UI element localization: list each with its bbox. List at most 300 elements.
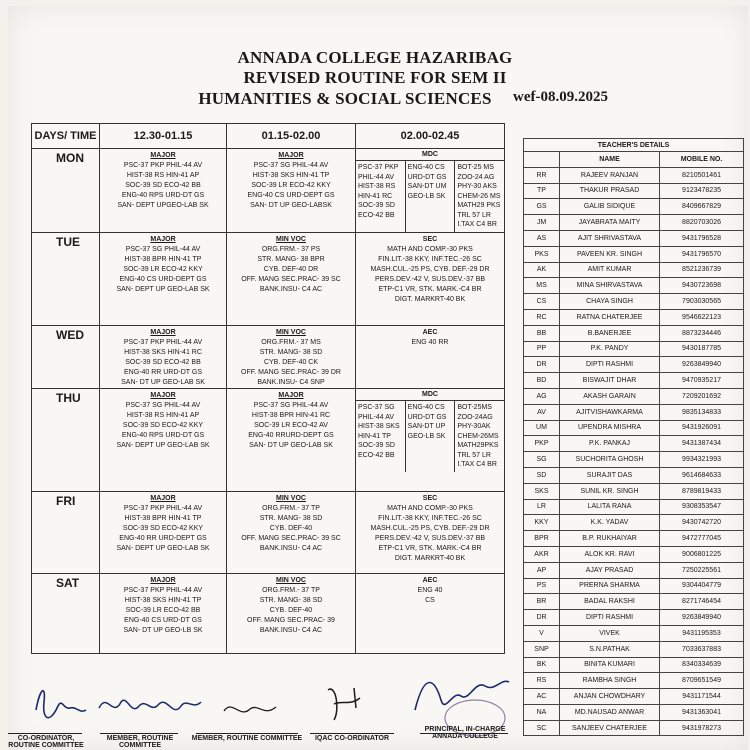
teacher-abbr-header	[524, 152, 560, 168]
slot-cell	[227, 492, 356, 574]
class-entry: SAN- DEPT UPGEO-LAB SK	[117, 202, 209, 209]
mdc-column	[454, 401, 504, 472]
mdc-column	[454, 161, 504, 232]
teacher-mobile: 9263849940	[660, 357, 744, 373]
class-entry: ENG-40 CS URD-DEPT GS	[247, 192, 335, 199]
teacher-abbr: BK	[524, 657, 560, 673]
teacher-name: AJITVISHAWKARMA	[560, 404, 660, 420]
teacher-mobile: 8340334639	[660, 657, 744, 673]
teacher-row	[524, 673, 744, 689]
teacher-mobile: 9835134833	[660, 404, 744, 420]
class-entry: CYB. DEF-40 CK	[263, 359, 319, 366]
teacher-abbr: SC	[524, 720, 560, 736]
slot-cell	[356, 233, 505, 326]
teacher-row	[524, 657, 744, 673]
teacher-row	[524, 720, 744, 736]
sig-line-member1	[100, 733, 178, 734]
teacher-name: VIVEK	[560, 625, 660, 641]
course-type-title: MAJOR	[150, 495, 176, 502]
class-entry: BOT-25MS	[457, 404, 492, 411]
course-type-title: MAJOR	[150, 577, 176, 584]
class-entry: PSC-37 SG	[358, 404, 395, 411]
class-entry: ORG.FRM.- 37 PS	[261, 246, 321, 253]
class-entry: CYB. DEF-40	[269, 607, 313, 614]
course-type-title: AEC	[422, 577, 438, 584]
class-entry: SOC-39 SD ECO-42 KKY	[122, 422, 204, 429]
teacher-mobile: 9431387434	[660, 436, 744, 452]
teacher-name: MD.NAUSAD ANWAR	[560, 704, 660, 720]
teacher-name: BINITA KUMARI	[560, 657, 660, 673]
class-entry: STR. MANG- 38 SD	[259, 349, 323, 356]
teacher-name: RAJEEV RANJAN	[560, 167, 660, 183]
teacher-row	[524, 515, 744, 531]
class-entry: STR. MANG- 38 SD	[259, 515, 323, 522]
teacher-mobile: 8789819433	[660, 483, 744, 499]
course-type-title: AEC	[422, 329, 438, 336]
class-entry: HIST-38 BPR HIN-41 TP	[124, 515, 202, 522]
class-entry: MASH.CUL.-25 PS, CYB. DEF.-29 DR	[370, 525, 490, 532]
teacher-name: DIPTI RASHMI	[560, 357, 660, 373]
class-entry: SOC-39 LR ECO-42 BB	[125, 607, 201, 614]
routine-row-tue	[32, 233, 505, 326]
course-type-title: MAJOR	[150, 236, 176, 243]
teacher-mobile: 9431363041	[660, 704, 744, 720]
teacher-name: AJAY PRASAD	[560, 562, 660, 578]
class-entry: ENG-40 RR URD-DT GS	[123, 369, 203, 376]
teacher-mobile: 7250225561	[660, 562, 744, 578]
class-entry: HIST-38 RS	[358, 183, 396, 190]
teacher-row	[524, 689, 744, 705]
slot-cell	[356, 492, 505, 574]
slot-cell	[227, 149, 356, 233]
class-entry: ENG-40 RRURD-DEPT GS	[248, 432, 334, 439]
sig-line-member2	[196, 733, 298, 734]
class-entry: ZOO-24 AG	[457, 173, 495, 181]
teacher-mobile-header: MOBILE NO.	[660, 152, 744, 168]
slot-cell	[227, 233, 356, 326]
mdc-column	[356, 401, 405, 472]
teacher-name: BISWAJIT DHAR	[560, 373, 660, 389]
class-entry: ORG.FRM.- 37 TP	[262, 505, 320, 512]
teacher-row	[524, 546, 744, 562]
class-entry: SOC-39 SD ECO-42 BB	[125, 359, 201, 366]
teacher-abbr: SG	[524, 452, 560, 468]
class-entry: PSC-37 PKP PHIL-44 AV	[123, 162, 203, 169]
class-entry: DIGT. MARKRT-40 BK	[394, 296, 466, 303]
class-entry: I.TAX C4 BR	[457, 221, 497, 228]
class-entry: PERS.DEV.-42 V, SUS.DEV.-37 BB	[374, 535, 486, 542]
teacher-abbr: AG	[524, 388, 560, 404]
routine-header-row	[32, 124, 505, 149]
teacher-name: S.N.PATHAK	[560, 641, 660, 657]
teacher-row	[524, 341, 744, 357]
teacher-abbr: SKS	[524, 483, 560, 499]
teacher-name: B.BANERJEE	[560, 325, 660, 341]
teacher-row	[524, 215, 744, 231]
class-entry: PHIL-44 AV	[358, 413, 395, 421]
teacher-details-table	[523, 138, 744, 736]
department-title: HUMANITIES & SOCIAL SCIENCES	[198, 89, 492, 108]
teacher-row	[524, 246, 744, 262]
footer-coordinator-line2: ROUTINE COMMITTEE	[8, 742, 84, 749]
class-entry: ENG-40 CS	[407, 164, 445, 171]
class-entry: ENG-40 RPS URD-DT GS	[121, 192, 205, 199]
class-entry: ORG.FRM.- 37 TP	[262, 587, 320, 594]
teacher-row	[524, 357, 744, 373]
class-entry: HIST-38 SKS	[358, 423, 400, 430]
teacher-abbr: DR	[524, 357, 560, 373]
teacher-row	[524, 230, 744, 246]
teacher-name: PAVEEN KR. SINGH	[560, 246, 660, 262]
teacher-row	[524, 436, 744, 452]
teacher-mobile: 9430742720	[660, 515, 744, 531]
teacher-abbr: AS	[524, 230, 560, 246]
teacher-abbr: RR	[524, 167, 560, 183]
signature-member2	[220, 695, 280, 725]
class-entry: I.TAX C4 BR	[457, 461, 497, 468]
teacher-mobile: 9614684633	[660, 467, 744, 483]
class-entry: HIN-41 RC	[358, 192, 393, 200]
course-type-title: MAJOR	[278, 152, 304, 159]
class-entry: SOC-39 SD	[358, 202, 395, 209]
teacher-mobile: 9934321993	[660, 452, 744, 468]
course-type-title: MAJOR	[150, 392, 176, 399]
class-entry: OFF. MANG SEC.PRAC- 39 SC	[241, 535, 341, 542]
class-entry: SAN- DEPT UP GEO-LAB SK	[116, 286, 210, 293]
class-entry: ECO-42 BB	[358, 451, 395, 459]
class-entry: SAN- DEPT UP GEO-LAB SK	[116, 442, 210, 449]
teacher-abbr: RS	[524, 673, 560, 689]
course-type-title: MDC	[356, 149, 504, 161]
footer-iqac: IQAC CO-ORDINATOR	[314, 735, 390, 742]
teacher-name: P.K. PANKAJ	[560, 436, 660, 452]
teacher-mobile: 9308353547	[660, 499, 744, 515]
teacher-row	[524, 199, 744, 215]
teacher-abbr: RC	[524, 309, 560, 325]
class-entry: HIST-38 RS HIN-41 AP	[126, 412, 200, 419]
class-entry: PSC-37 SG PHIL-44 AV	[125, 402, 201, 409]
slot-cell	[356, 389, 505, 492]
teacher-row	[524, 167, 744, 183]
class-entry: MATH29PKS	[457, 442, 499, 449]
teacher-name: ALOK KR. RAVI	[560, 546, 660, 562]
teacher-mobile: 9546622123	[660, 309, 744, 325]
class-entry: BANK.INSU- C4 SNP	[257, 379, 325, 386]
class-entry: CYB. DEF-40 DR	[263, 266, 319, 273]
class-entry: SOC-39 LR ECO-42 AV	[254, 422, 328, 429]
class-entry: ENG-40 RR URD-DEPT GS	[119, 535, 207, 542]
class-entry: ORG.FRM.- 37 MS	[261, 339, 321, 346]
teacher-row	[524, 325, 744, 341]
teacher-name: RAMBHA SINGH	[560, 673, 660, 689]
class-entry: CHEM-26 MS	[457, 192, 501, 200]
teacher-abbr: GS	[524, 199, 560, 215]
teacher-mobile: 8521236739	[660, 262, 744, 278]
teacher-row	[524, 294, 744, 310]
course-type-title: MIN VOC	[276, 577, 306, 584]
class-entry: PERS.DEV.-42 V, SUS.DEV.-37 BB	[374, 276, 486, 283]
slot-cell	[356, 326, 505, 389]
teacher-abbr: AP	[524, 562, 560, 578]
teacher-abbr: DR	[524, 610, 560, 626]
class-entry: ETP-C1 VR, STK. MARK.-C4 BR	[378, 545, 482, 552]
slot-cell	[227, 574, 356, 654]
teacher-mobile: 8709651549	[660, 673, 744, 689]
teacher-row	[524, 262, 744, 278]
teacher-name: B.P. RUKHAIYAR	[560, 531, 660, 547]
class-entry: URD-DT GS	[407, 413, 447, 421]
class-entry: TRL 57 LR	[457, 451, 491, 459]
teacher-name: GALIB SIDIQUE	[560, 199, 660, 215]
course-type-title: SEC	[422, 236, 438, 243]
teacher-table-caption	[524, 139, 744, 152]
class-entry: PSC-37 SG PHIL-44 AV	[253, 402, 329, 409]
day-label: WED	[32, 326, 100, 389]
teacher-abbr: PKP	[524, 436, 560, 452]
teacher-row	[524, 483, 744, 499]
routine-row-mon	[32, 149, 505, 233]
class-entry: MATH AND COMP.-30 PKS	[387, 505, 473, 512]
teacher-name: SUCHORITA GHOSH	[560, 452, 660, 468]
teacher-mobile: 8873234446	[660, 325, 744, 341]
class-entry: HIST-38 RS HIN-41 AP	[126, 172, 200, 179]
footer-principal-line1: PRINCIPAL, IN-CHARGE	[424, 726, 506, 733]
class-entry: BANK.INSU- C4 AC	[259, 545, 323, 552]
class-entry: OFF. MANG SEC.PRAC- 39	[247, 617, 335, 624]
class-entry: HIST-38 SKS HIN-41 TP	[124, 597, 202, 604]
teacher-abbr: KKY	[524, 515, 560, 531]
slot-cell	[100, 389, 227, 492]
teacher-abbr: AC	[524, 689, 560, 705]
slot-cell	[356, 149, 505, 233]
class-entry: TRL 57 LR	[457, 211, 491, 219]
class-entry: SOC-39 SD ECO-42 KKY	[122, 525, 204, 532]
mdc-column	[356, 161, 405, 232]
course-type-title: MIN VOC	[276, 495, 306, 502]
mdc-column	[405, 401, 455, 472]
teacher-mobile: 8271746454	[660, 594, 744, 610]
teacher-name: ANJAN CHOWDHARY	[560, 689, 660, 705]
teacher-abbr: JM	[524, 215, 560, 231]
class-entry: HIN-41 TP	[358, 432, 391, 440]
col-days-time: DAYS/ TIME	[32, 124, 100, 149]
class-entry: ENG-40 CS URD-DT GS	[124, 617, 202, 624]
teacher-name: AJIT SHRIVASTAVA	[560, 230, 660, 246]
class-entry: SAN-DT UM	[407, 183, 447, 190]
teacher-mobile: 9006801225	[660, 546, 744, 562]
signature-iqac	[320, 680, 370, 730]
class-entry: DIGT. MARKRT-40 BK	[394, 555, 466, 562]
teacher-name: JAYABRATA MAITY	[560, 215, 660, 231]
sig-line-coordinator	[8, 733, 82, 734]
course-type-title: MIN VOC	[276, 236, 306, 243]
teacher-abbr: BD	[524, 373, 560, 389]
teacher-abbr: BPR	[524, 531, 560, 547]
mdc-grid	[356, 161, 504, 232]
class-entry: PHY-30 AKS	[457, 183, 497, 190]
teacher-row	[524, 183, 744, 199]
day-label: MON	[32, 149, 100, 233]
class-entry: SOC-39 SD	[358, 442, 395, 449]
teacher-name: UPENDRA MISHRA	[560, 420, 660, 436]
class-entry: SAN-DT UP	[407, 423, 446, 430]
teacher-abbr: SNP	[524, 641, 560, 657]
class-entry: ZOO-24AG	[457, 413, 493, 421]
teacher-mobile: 9431796570	[660, 246, 744, 262]
teacher-mobile: 9431195353	[660, 625, 744, 641]
slot-cell	[100, 574, 227, 654]
class-entry: SOC-39 SD ECO-42 BB	[125, 182, 201, 189]
teacher-name: RATNA CHATERJEE	[560, 309, 660, 325]
class-entry: PSC-37 SG PHIL-44 AV	[125, 246, 201, 253]
class-entry: HIST-38 SKS HIN-41 TP	[252, 172, 330, 179]
teacher-name: THAKUR PRASAD	[560, 183, 660, 199]
day-label: THU	[32, 389, 100, 492]
teacher-mobile: 9470935217	[660, 373, 744, 389]
teacher-name: SANJEEV CHATERJEE	[560, 720, 660, 736]
course-type-title: MIN VOC	[276, 329, 306, 336]
class-entry: CHEM-26MS	[457, 432, 499, 440]
day-label: FRI	[32, 492, 100, 574]
teacher-row	[524, 452, 744, 468]
routine-row-thu	[32, 389, 505, 492]
course-type-title: MAJOR	[278, 392, 304, 399]
teacher-abbr: LR	[524, 499, 560, 515]
slot-cell	[100, 326, 227, 389]
teacher-mobile: 8820703026	[660, 215, 744, 231]
teacher-abbr: TP	[524, 183, 560, 199]
routine-row-sat	[32, 574, 505, 654]
class-entry: ENG-40 CS URD-DEPT GS	[119, 276, 207, 283]
teacher-row	[524, 388, 744, 404]
teacher-abbr: NA	[524, 704, 560, 720]
teacher-mobile: 9431796528	[660, 230, 744, 246]
slot-cell	[100, 233, 227, 326]
class-entry: GEO-LB SK	[407, 192, 446, 200]
class-entry: MASH.CUL.-25 PS, CYB. DEF.-29 DR	[370, 266, 490, 273]
footer-member2: MEMBER, ROUTINE COMMITTEE	[191, 735, 303, 742]
teacher-name: PRERNA SHARMA	[560, 578, 660, 594]
teacher-row	[524, 278, 744, 294]
teacher-row	[524, 641, 744, 657]
teacher-abbr: PKS	[524, 246, 560, 262]
teacher-abbr: AV	[524, 404, 560, 420]
class-entry: ENG-40 RPS URD-DT GS	[121, 432, 205, 439]
sig-line-iqac	[310, 733, 394, 734]
class-entry: BANK.INSU- C4 AC	[259, 627, 323, 634]
class-entry: HIST-38 SKS HIN-41 RC	[124, 349, 202, 356]
teacher-name: LALITA RANA	[560, 499, 660, 515]
class-entry: STR. MANG- 38 BPR	[257, 256, 325, 263]
class-entry: PHIL-44 AV	[358, 173, 395, 181]
class-entry: CYB. DEF-40	[269, 525, 313, 532]
slot-cell	[227, 326, 356, 389]
teacher-mobile: 9304404779	[660, 578, 744, 594]
class-entry: ECO-42 BB	[358, 211, 395, 219]
teacher-abbr: UM	[524, 420, 560, 436]
teacher-abbr: BR	[524, 594, 560, 610]
teacher-row	[524, 594, 744, 610]
teacher-row	[524, 420, 744, 436]
col-slot-2: 01.15-02.00	[227, 124, 356, 149]
col-slot-3: 02.00-02.45	[356, 124, 505, 149]
teacher-abbr: AKR	[524, 546, 560, 562]
footer-coordinator	[6, 735, 86, 749]
class-entry: GEO-LB SK	[407, 432, 446, 440]
class-entry: SAN- DEPT UP GEO-LAB SK	[116, 545, 210, 552]
teacher-name: SUNIL KR. SINGH	[560, 483, 660, 499]
class-entry: ENG 40 RR	[411, 339, 449, 346]
teacher-mobile: 9263849940	[660, 610, 744, 626]
footer-principal-line2: ANNADA COLLEGE	[432, 733, 498, 740]
class-entry: URD-DT GS	[407, 173, 447, 181]
class-entry: PSC-37 PKP PHIL-44 AV	[123, 505, 203, 512]
class-entry: SAN- DT UP GEO-LAB SK	[249, 442, 333, 449]
class-entry: BANK.INSU- C4 AC	[259, 286, 323, 293]
class-entry: SAN- DT UP GEO-LAB SK	[121, 379, 205, 386]
day-label: TUE	[32, 233, 100, 326]
teacher-abbr: PS	[524, 578, 560, 594]
teacher-mobile: 7033637883	[660, 641, 744, 657]
course-type-title: MAJOR	[150, 329, 176, 336]
teacher-row	[524, 531, 744, 547]
footer-coordinator-line1: CO-ORDINATOR,	[17, 735, 75, 742]
class-entry: FIN.LIT.-38 KKY, INF.TEC.-26 SC	[378, 515, 482, 522]
routine-title: REVISED ROUTINE FOR SEM II	[243, 68, 507, 87]
class-entry: PHY-30AK	[457, 423, 491, 430]
teacher-row	[524, 467, 744, 483]
teacher-mobile: 9430723698	[660, 278, 744, 294]
teacher-mobile: 9431171544	[660, 689, 744, 705]
teacher-mobile: 9431978273	[660, 720, 744, 736]
footer-member1-line1: MEMBER, ROUTINE	[106, 735, 174, 742]
class-entry: PSC-37 SG PHIL-44 AV	[253, 162, 329, 169]
teacher-name: CHAYA SINGH	[560, 294, 660, 310]
teacher-abbr: CS	[524, 294, 560, 310]
teacher-abbr: BB	[524, 325, 560, 341]
teacher-abbr: PP	[524, 341, 560, 357]
teacher-row	[524, 562, 744, 578]
teacher-name: AMIT KUMAR	[560, 262, 660, 278]
course-type-title: MDC	[356, 389, 504, 401]
mdc-grid	[356, 401, 504, 472]
routine-row-wed	[32, 326, 505, 389]
signature-member1	[95, 688, 205, 728]
teacher-row	[524, 309, 744, 325]
teacher-mobile: 8210501461	[660, 167, 744, 183]
teacher-abbr: SD	[524, 467, 560, 483]
slot-cell	[227, 389, 356, 492]
teacher-mobile: 9123478235	[660, 183, 744, 199]
teacher-mobile: 7209201692	[660, 388, 744, 404]
slot-cell	[356, 574, 505, 654]
teacher-table-header	[524, 152, 744, 168]
teacher-abbr: MS	[524, 278, 560, 294]
teacher-row	[524, 499, 744, 515]
class-entry: MATH AND COMP.-30 PKS	[387, 246, 473, 253]
teacher-name-header: NAME	[560, 152, 660, 168]
class-entry: CS	[425, 597, 435, 604]
class-entry: OFF. MANG SEC.PRAC- 39 SC	[241, 276, 341, 283]
college-name: ANNADA COLLEGE HAZARIBAG	[237, 48, 513, 67]
mdc-column	[405, 161, 455, 232]
class-entry: PSC-37 PKP PHIL-44 AV	[123, 339, 203, 346]
teacher-row	[524, 625, 744, 641]
class-entry: FIN.LIT.-38 KKY, INF.TEC.-26 SC	[378, 256, 482, 263]
course-type-title: SEC	[422, 495, 438, 502]
footer-principal	[418, 726, 512, 740]
teacher-name: BADAL RAKSHI	[560, 594, 660, 610]
